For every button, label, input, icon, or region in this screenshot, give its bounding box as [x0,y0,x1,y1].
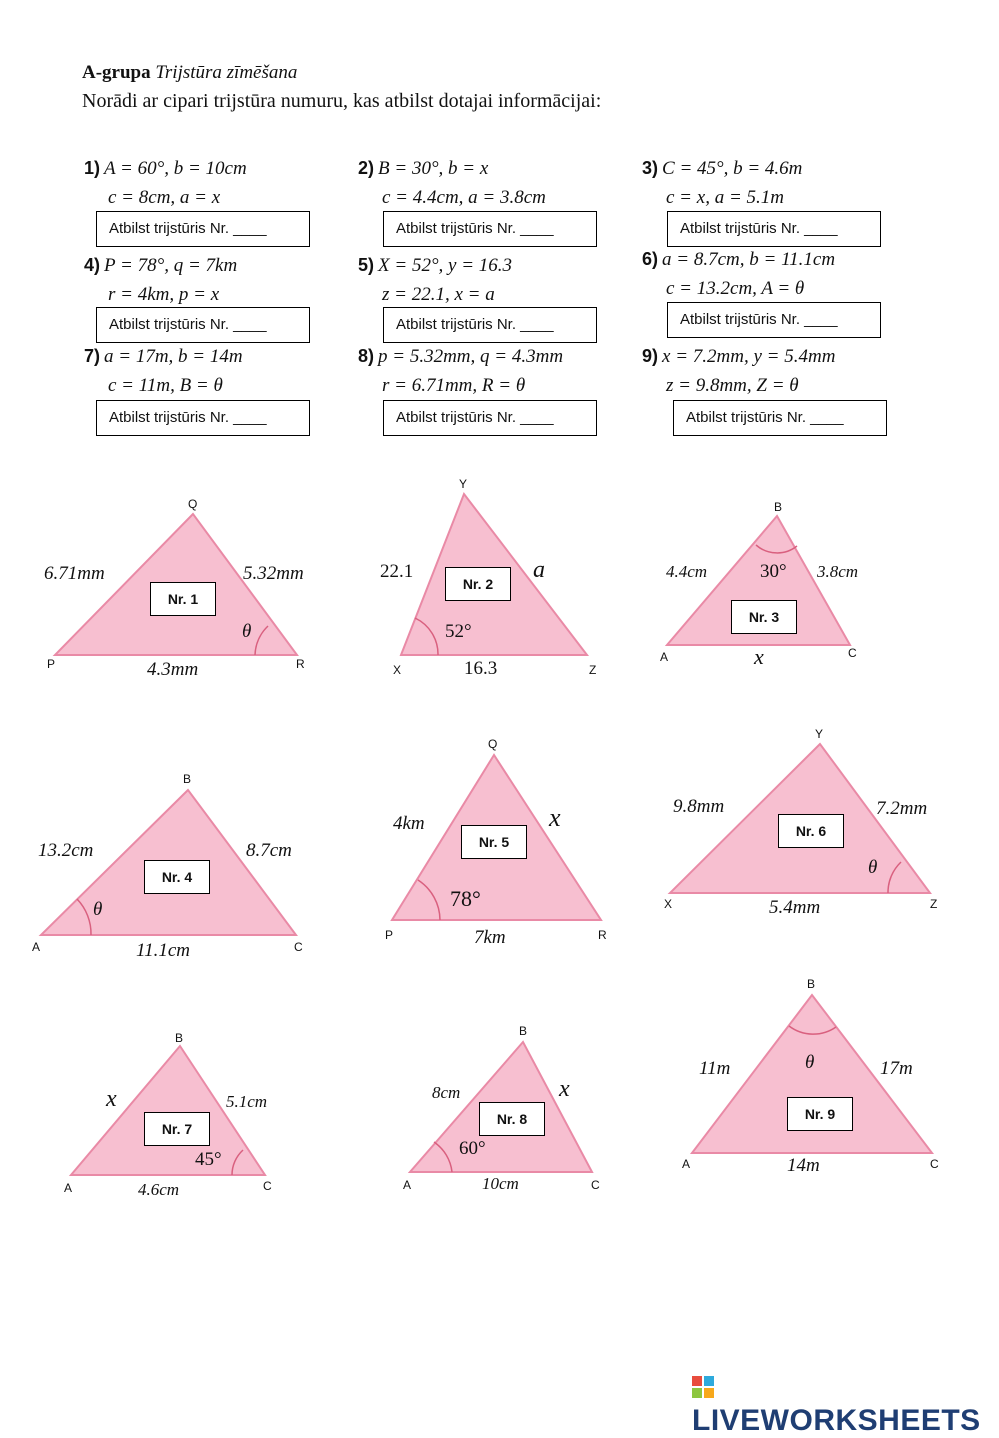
vertex-label: Q [188,497,198,511]
angle-label: θ [805,1052,815,1073]
angle-label: 30° [760,561,787,582]
liveworksheets-icon [692,1376,714,1398]
triangle-number-4: Nr. 4 [144,860,210,894]
side-label: 4.6cm [138,1180,180,1199]
side-label: a [533,557,545,583]
answer-field-8[interactable]: Atbilst trijstūris Nr. ____ [383,400,597,436]
vertex-label: A [660,650,669,664]
triangle-number-5: Nr. 5 [461,825,527,859]
answer-field-7[interactable]: Atbilst trijstūris Nr. ____ [96,400,310,436]
vertex-label: C [848,646,857,660]
vertex-label: C [591,1178,600,1192]
side-label: x [754,644,764,669]
angle-label: 52° [445,621,472,642]
side-label: 17m [880,1058,913,1079]
vertex-label: C [263,1179,272,1193]
side-label: 8cm [432,1083,461,1102]
vertex-label: C [930,1157,939,1171]
side-label: 22.1 [380,561,414,582]
vertex-label: P [47,657,56,671]
problem-8: 8) p = 5.32mm, q = 4.3mm r = 6.71mm, R = θ [358,346,564,396]
side-label: 5.1cm [226,1092,268,1111]
problem-3: 3) C = 45°, b = 4.6m c = x, a = 5.1m [642,158,803,208]
side-label: 4.3mm [147,659,199,680]
angle-label: θ [868,857,878,878]
answer-field-3[interactable]: Atbilst trijstūris Nr. ____ [667,211,881,247]
vertex-label: P [385,928,394,942]
vertex-label: B [807,977,816,991]
triangle-number-2: Nr. 2 [445,567,511,601]
vertex-label: Z [930,897,938,911]
answer-field-4[interactable]: Atbilst trijstūris Nr. ____ [96,307,310,343]
triangle-number-8: Nr. 8 [479,1102,545,1136]
triangle-number-9: Nr. 9 [787,1097,853,1131]
vertex-label: B [519,1024,528,1038]
vertex-label: A [64,1181,73,1195]
angle-label: θ [242,621,252,642]
triangle-number-6: Nr. 6 [778,814,844,848]
side-label: 4.4cm [666,562,708,581]
vertex-label: R [296,657,305,671]
side-label: 8.7cm [246,840,292,861]
vertex-label: Q [488,737,498,751]
topic-title: Trijstūra zīmēšana [155,62,298,83]
side-label: 10cm [482,1174,519,1193]
vertex-label: X [664,897,673,911]
side-label: 9.8mm [673,796,725,817]
vertex-label: Y [815,727,824,741]
vertex-label: A [32,940,41,954]
side-label: x [559,1076,570,1102]
liveworksheets-logo [692,1370,999,1438]
triangle-number-7: Nr. 7 [144,1112,210,1146]
problem-5: 5) X = 52°, y = 16.3 z = 22.1, x = a [358,255,513,305]
angle-label: 60° [459,1138,486,1159]
side-label: 6.71mm [44,563,105,584]
side-label: x [549,803,561,832]
side-label: 11m [699,1058,731,1079]
answer-field-1[interactable]: Atbilst trijstūris Nr. ____ [96,211,310,247]
vertex-label: R [598,928,607,942]
answer-field-5[interactable]: Atbilst trijstūris Nr. ____ [383,307,597,343]
side-label: 3.8cm [817,562,859,581]
side-label: x [106,1086,117,1112]
vertex-label: B [175,1031,184,1045]
vertex-label: A [403,1178,412,1192]
side-label: 11.1cm [136,940,190,961]
logo-text: LIVEWORKSHEETS [692,1404,981,1437]
side-label: 5.4mm [769,897,821,918]
side-label: 7.2mm [876,798,928,819]
side-label: 5.32mm [243,563,304,584]
vertex-label: B [183,772,192,786]
vertex-label: B [774,500,783,514]
vertex-label: Z [589,663,597,677]
side-label: 7km [474,927,506,948]
answer-field-9[interactable]: Atbilst trijstūris Nr. ____ [673,400,887,436]
instruction: Norādi ar cipari trijstūra numuru, kas atbilst dotajai informācijai: [82,90,602,112]
side-label: 16.3 [464,658,498,679]
answer-field-6[interactable]: Atbilst trijstūris Nr. ____ [667,302,881,338]
group-label: A-grupa [82,62,151,83]
problem-9: 9) x = 7.2mm, y = 5.4mm z = 9.8mm, Z = θ [642,346,836,396]
problem-4: 4) P = 78°, q = 7km r = 4km, p = x [84,255,238,305]
angle-label: θ [93,899,103,920]
vertex-label: Y [459,477,468,491]
side-label: 4km [393,813,425,834]
problem-1: 1) A = 60°, b = 10cm c = 8cm, a = x [84,158,247,208]
vertex-label: C [294,940,303,954]
angle-label: 78° [450,886,481,911]
problem-7: 7) a = 17m, b = 14m c = 11m, B = θ [84,346,243,396]
triangle-number-1: Nr. 1 [150,582,216,616]
problem-6: 6) a = 8.7cm, b = 11.1cm c = 13.2cm, A = θ [642,249,836,299]
angle-label: 45° [195,1149,222,1170]
side-label: 14m [787,1155,820,1176]
triangle-number-3: Nr. 3 [731,600,797,634]
vertex-label: X [393,663,402,677]
answer-field-2[interactable]: Atbilst trijstūris Nr. ____ [383,211,597,247]
side-label: 13.2cm [38,840,94,861]
problem-2: 2) B = 30°, b = x c = 4.4cm, a = 3.8cm [358,158,546,208]
vertex-label: A [682,1157,691,1171]
